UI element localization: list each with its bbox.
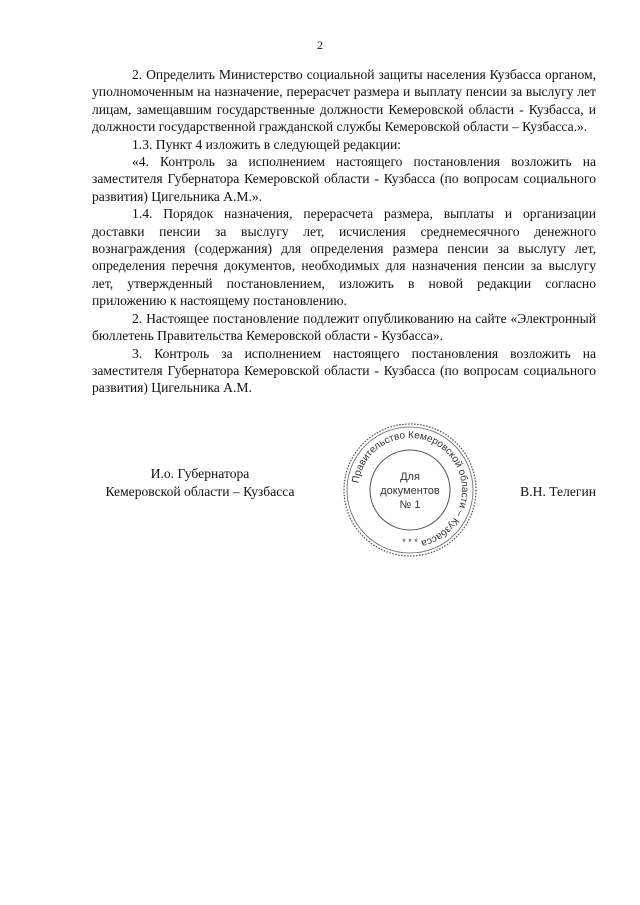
document-body (92, 66, 596, 397)
paragraph-1-3: 1.3. Пункт 4 изложить в следующей редакции: (132, 136, 402, 152)
stamp-line1: Для (400, 471, 420, 483)
paragraph-item-4-control: «4. Контроль за исполнением настоящего постановления возложить на заместителя Губернатора Кемеровской области - Кузбасса (по вопросам социального развития) Цигельника А.М.». (92, 154, 596, 204)
stamp-stars: * * * (402, 537, 418, 547)
stamp-line2: документов (380, 485, 440, 497)
official-stamp (340, 420, 480, 560)
paragraph-3-control: 3. Контроль за исполнением настоящего постановления возложить на заместителя Губернатора Кемеровской области - Кузбасса (по вопросам социального развития) Цигельника А.М. (92, 345, 596, 396)
paragraph-2-publication: 2. Настоящее постановление подлежит опубликованию на сайте «Электронный бюллетень Правительства Кемеровской области - Кузбасса». (92, 310, 596, 344)
paragraph-1-4: 1.4. Порядок назначения, перерасчета размера, выплаты и организации доставки пенсии за выслугу лет, исчисления среднемесячного денежного вознаграждения (содержания) для определения размера пенсии за выслугу лет, определения перечня документов, необходимых для назначения пенсии за выслугу лет, утвержденный постановлением, изложить в новой редакции согласно приложению к настоящему постановлению. (92, 206, 596, 309)
signature-name: В.Н. Телегин (520, 484, 596, 499)
paragraph-item-2-ministry: 2. Определить Министерство социальной защиты населения Кузбасса органом, уполномоченным на назначение, перерасчет размера и выплату пенсии за выслугу лет лицам, замещавшим государственные должности Кемеровской области - Кузбасса, и должности государственной гражданской службы Кемеровской области – Кузбасса.». (92, 67, 596, 135)
stamp-ring-text: Правительство Кемеровской области – Кузбасса (350, 429, 471, 549)
signature-title-line2: Кемеровской области – Кузбасса (105, 484, 295, 499)
stamp-graphic (340, 420, 480, 560)
stamp-line3: № 1 (399, 499, 421, 511)
page-number: 2 (317, 38, 323, 52)
signature-title (90, 465, 310, 501)
signature-title-line1: И.о. Губернатора (150, 466, 250, 481)
